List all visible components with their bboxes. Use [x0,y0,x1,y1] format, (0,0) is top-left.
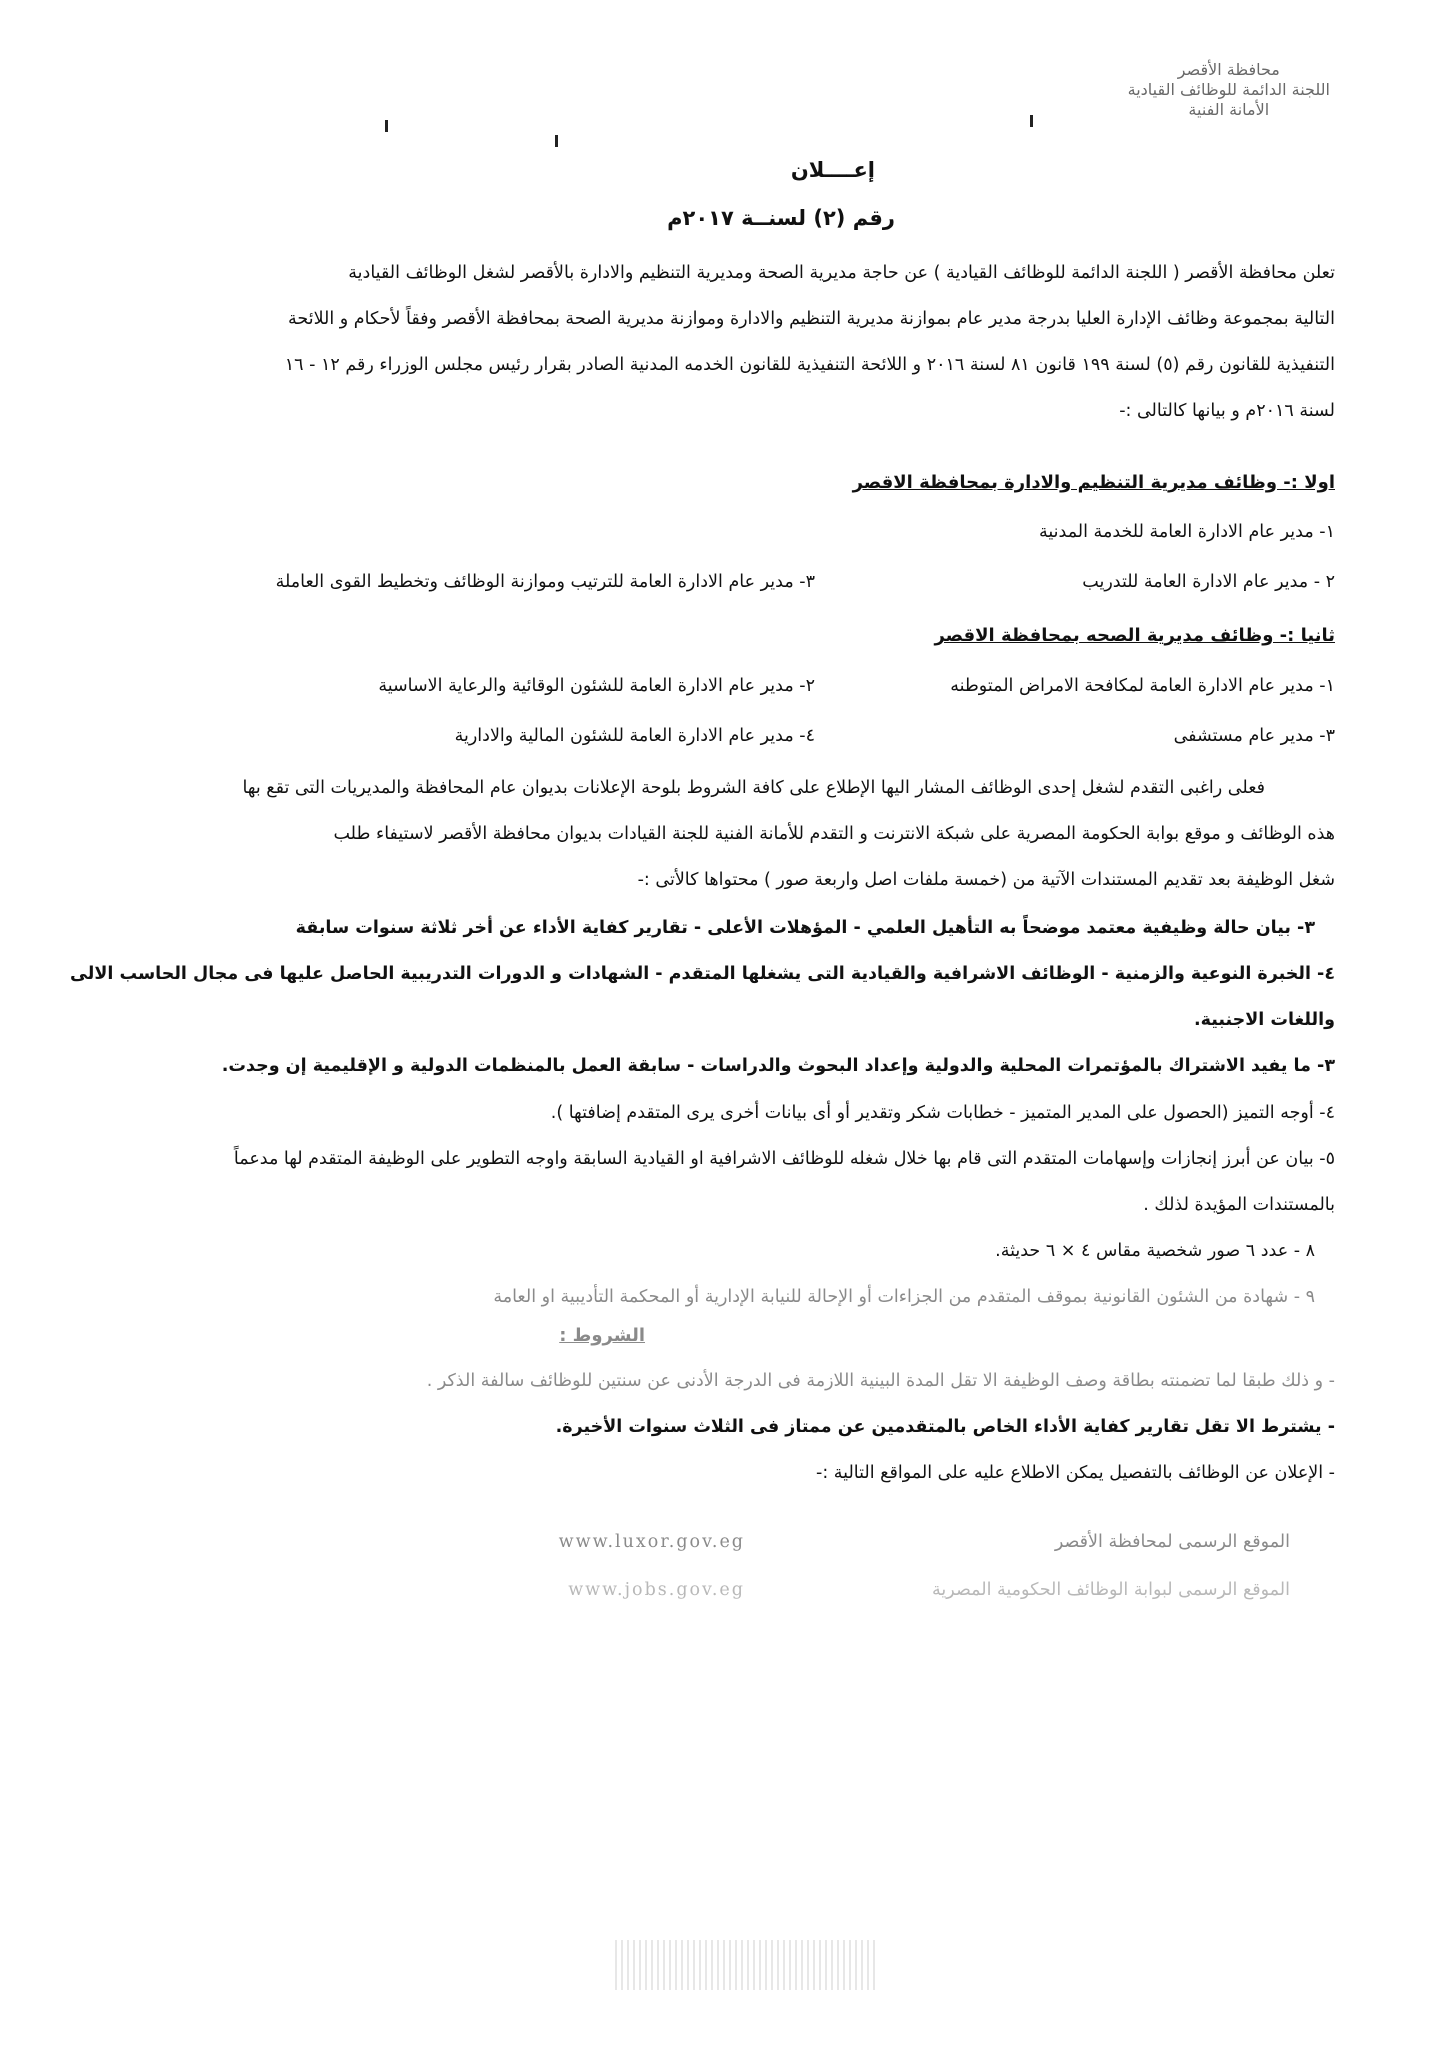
document-page [55,40,1335,2030]
documents-list-continued [55,1090,1335,1320]
document-item: واللغات الاجنبية. [1193,1010,1335,1030]
section1-item: ١- مدير عام الادارة العامة للخدمة المدنية [1038,522,1335,542]
header-secretariat: الأمانة الفنية [1188,100,1270,119]
intro-paragraph [55,250,1335,434]
scan-smudge [615,1940,875,1990]
section1-item: ٣- مدير عام الادارة العامة للترتيب وموازنة الوظائف وتخطيط القوى العاملة [275,572,815,592]
header-committee: اللجنة الدائمة للوظائف القيادية [1127,80,1330,99]
apply-line: فعلى راغبى التقدم لشغل إحدى الوظائف المشار اليها الإطلاع على كافة الشروط بلوحة الإعلانات بديوان عام المحافظة والمديريات التى تقع بها [242,778,1265,798]
conditions-heading: الشروط : [559,1325,645,1346]
document-item: ٥- بيان عن أبرز إنجازات وإسهامات المتقدم التى قام بها خلال شغله للوظائف الاشرافية او القيادية السابقة واوجه التطوير على الوظيفة المتقدم لها مدعماً [233,1149,1335,1169]
section1-item: ٢ - مدير عام الادارة العامة للتدريب [1082,572,1335,592]
website-label: الموقع الرسمى لمحافظة الأقصر [1054,1532,1290,1552]
website-url[interactable]: www.jobs.gov.eg [568,1580,745,1600]
section2-heading: ثانيا :- وظائف مديرية الصحه بمحافظة الاقصر [934,625,1335,646]
section1-heading: اولا :- وظائف مديرية التنظيم والادارة بمحافظة الاقصر [852,472,1335,493]
intro-line: تعلن محافظة الأقصر ( اللجنة الدائمة للوظائف القيادية ) عن حاجة مديرية الصحة ومديرية التنظيم والادارة بالأقصر لشغل الوظائف القيادية [348,263,1335,283]
section2-item: ٤- مدير عام الادارة العامة للشئون المالية والادارية [454,726,815,746]
apply-line: شغل الوظيفة بعد تقديم المستندات الآتية من (خمسة ملفات اصل واربعة صور ) محتواها كالأتى :- [637,870,1335,890]
scan-speck [1030,115,1033,127]
intro-line: التالية بمجموعة وظائف الإدارة العليا بدرجة مدير عام بموازنة مديرية التنظيم والادارة وموازنة مديرية الصحة بمحافظة الأقصر وفقاً لأحكام و اللائحة [288,309,1335,329]
document-item: ٣- ما يفيد الاشتراك بالمؤتمرات المحلية والدولية وإعداد البحوث والدراسات - سابقة العمل بالمنظمات الدولية و الإقليمية إن وجدت. [221,1056,1335,1076]
document-item: ٤- أوجه التميز (الحصول على المدير المتميز - خطابات شكر وتقدير أو أى بيانات أخرى يرى المتقدم إضافتها ). [550,1103,1335,1123]
apply-line: هذه الوظائف و موقع بوابة الحكومة المصرية على شبكة الانترنت و التقدم للأمانة الفنية للجنة القيادات بديوان محافظة الأقصر لاستيفاء طلب [333,824,1335,844]
document-item: ٩ - شهادة من الشئون القانونية بموقف المتقدم من الجزاءات أو الإحالة للنيابة الإدارية أو المحكمة التأديبية او العامة [493,1287,1315,1307]
document-item: ٨ - عدد ٦ صور شخصية مقاس ٤ × ٦ حديثة. [995,1241,1315,1261]
conditions-list [55,1358,1335,1496]
intro-line: لسنة ٢٠١٦م و بيانها كالتالى :- [1119,401,1335,421]
condition-item: - و ذلك طبقا لما تضمنته بطاقة وصف الوظيفة الا تقل المدة البينية اللازمة فى الدرجة الأدنى عن سنتين للوظائف سالفة الذكر . [426,1371,1335,1391]
document-item: بالمستندات المؤيدة لذلك . [1143,1195,1335,1215]
website-label: الموقع الرسمى لبوابة الوظائف الحكومية المصرية [932,1580,1290,1600]
announcement-number: رقم (٢) لسنــة ٢٠١٧م [667,206,895,230]
scan-speck [555,135,558,147]
apply-paragraph [55,765,1335,903]
condition-item: - يشترط الا تقل تقارير كفاية الأداء الخاص بالمتقدمين عن ممتاز فى الثلاث سنوات الأخيرة. [555,1417,1335,1437]
header-stamp [1128,60,1330,120]
document-item: ٤- الخبرة النوعية والزمنية - الوظائف الاشرافية والقيادية التى يشغلها المتقدم - الشهادات و الدورات التدريبية الحاصل عليها فى مجال الحاسب الالى [70,964,1335,984]
documents-list [55,905,1335,1089]
header-governorate: محافظة الأقصر [1177,60,1280,79]
section2-item: ٣- مدير عام مستشفى [1173,726,1335,746]
intro-line: التنفيذية للقانون رقم (٥) لسنة ١٩٩ قانون ٨١ لسنة ٢٠١٦ و اللائحة التنفيذية للقانون الخدمه المدنية الصادر بقرار رئيس مجلس الوزراء رقم ١٢ - ١٦ [284,355,1335,375]
document-item: ٣- بيان حالة وظيفية معتمد موضحاً به التأهيل العلمي - المؤهلات الأعلى - تقارير كفاية الأداء عن أخر ثلاثة سنوات سابقة [295,918,1315,938]
announcement-title: إعــــلان [790,158,875,182]
scan-speck [385,120,388,132]
website-url[interactable]: www.luxor.gov.eg [558,1532,745,1552]
condition-item: - الإعلان عن الوظائف بالتفصيل يمكن الاطلاع عليه على المواقع التالية :- [816,1463,1335,1483]
section2-item: ١- مدير عام الادارة العامة لمكافحة الامراض المتوطنه [950,676,1335,696]
section2-item: ٢- مدير عام الادارة العامة للشئون الوقائية والرعاية الاساسية [378,676,815,696]
